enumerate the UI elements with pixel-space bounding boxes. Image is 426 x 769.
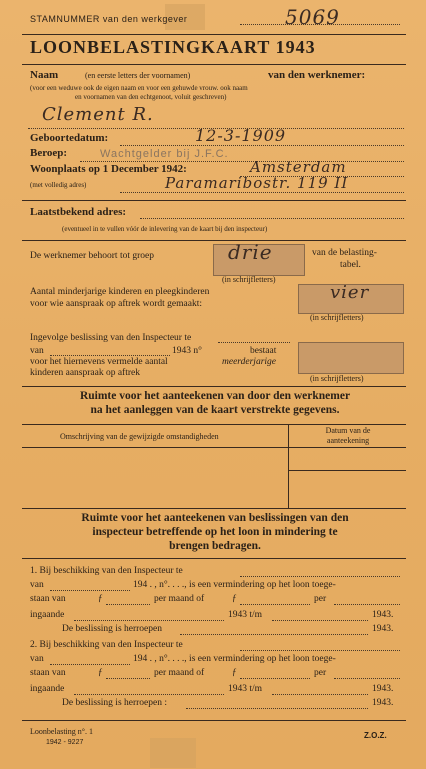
kinderen-line2: voor wie aanspraak op aftrek wordt gemaakt:: [30, 299, 202, 309]
inspecteur-line3a: voor het hiernevens vermelde aantal: [30, 357, 168, 367]
inspecteur-line3b: meerderjarige: [222, 357, 276, 367]
table-divider: [288, 424, 289, 508]
besch2-a-dots: [240, 650, 400, 651]
inspecteur-line2a: van: [30, 346, 44, 356]
besch1-b-dots: [50, 590, 130, 591]
besch1-e-dots: [180, 634, 368, 635]
rule-ruimte2: [22, 508, 406, 509]
besch2-d-dots: [74, 694, 224, 695]
groep-right1: van de belasting-: [312, 248, 377, 258]
besch2-c2: ƒ: [98, 668, 103, 678]
besch2-c1: staan van: [30, 668, 66, 678]
laatstbekend-label: Laatstbekend adres:: [30, 206, 127, 218]
besch1-a: 1. Bij beschikking van den Inspecteur te: [30, 566, 183, 576]
footer-left2: 1942 - 9227: [46, 739, 84, 746]
inspecteur-dots2: [50, 355, 170, 356]
ruimte1-line2: na het aanleggen van de kaart verstrekte gegevens.: [90, 404, 340, 416]
besch1-b1: van: [30, 580, 44, 590]
besch2-b2: 194 . , n°. . . ., is een vermindering op het loon toege-: [133, 654, 336, 664]
besch1-c5: per: [314, 594, 327, 604]
geboortedatum-line: [120, 145, 404, 146]
rule-footer: [22, 720, 406, 721]
stamnummer-value: 5069: [285, 5, 340, 29]
beroep-value: Wachtgelder bij J.F.C.: [100, 148, 229, 160]
kinderen-value: vier: [330, 282, 370, 303]
besch2-d2: 1943 t/m: [228, 684, 263, 694]
geboortedatum-value: 12-3-1909: [195, 126, 287, 145]
rule-top: [22, 34, 406, 35]
besch1-d-dots2: [272, 620, 368, 621]
besch2-d-dots2: [272, 694, 368, 695]
table-col1: Omschrijving van de gewijzigde omstandigheden: [60, 432, 219, 441]
tape-bottom: [150, 738, 196, 768]
table-row-line: [288, 470, 406, 471]
inspecteur-line2b: 1943 n°: [172, 346, 202, 356]
table-col2b: aanteekening: [326, 436, 370, 445]
besch1-c-dots2: [240, 604, 310, 605]
besch2-c4: ƒ: [232, 668, 237, 678]
besch1-c3: per maand of: [154, 594, 205, 604]
rule-besch: [22, 558, 406, 559]
besch2-b1: van: [30, 654, 44, 664]
naam-right: van den werknemer:: [268, 69, 366, 81]
besch2-a: 2. Bij beschikking van den Inspecteur te: [30, 640, 183, 650]
beroep-label: Beroep:: [30, 147, 68, 159]
rule-table-head: [22, 447, 406, 448]
woonplaats-label: Woonplaats op 1 December 1942:: [30, 163, 187, 175]
besch1-c4: ƒ: [232, 594, 237, 604]
besch1-d-dots: [74, 620, 224, 621]
ruimte2-line3: brengen bedragen.: [169, 540, 261, 552]
page-title: LOONBELASTINGKAART 1943: [30, 37, 316, 57]
besch2-c-dots3: [334, 678, 400, 679]
naam-sub1: (voor een weduwe ook de eigen naam en voor een gehuwde vrouw. ook naam: [30, 84, 248, 92]
inspecteur-hint: (in schrijfletters): [310, 374, 364, 383]
besch1-d2: 1943 t/m: [228, 610, 263, 620]
footer-right: Z.O.Z.: [364, 731, 387, 740]
rule-ruimte1: [22, 386, 406, 387]
besch1-c-dots1: [106, 604, 150, 605]
inspecteur-dots1: [218, 342, 290, 343]
footer-left1: Loonbelasting n°. 1: [30, 727, 93, 736]
groep-right2: tabel.: [340, 260, 361, 270]
kinderen-hint: (in schrijfletters): [310, 313, 364, 322]
besch2-e2: 1943.: [372, 698, 394, 708]
woonplaats-sub: (met volledig adres): [30, 181, 87, 189]
laatstbekend-line: [140, 218, 404, 219]
besch1-b2: 194 . , n°. . . ., is een vermindering op het loon toege-: [133, 580, 336, 590]
besch2-c-dots2: [240, 678, 310, 679]
besch2-c5: per: [314, 668, 327, 678]
besch1-c-dots3: [334, 604, 400, 605]
rule-groep: [22, 240, 406, 241]
rule-table-top: [22, 424, 406, 425]
ruimte2-line2: inspecteur betreffende op het loon in mindering te: [92, 526, 338, 538]
naam-label: Naam: [30, 69, 59, 81]
naam-value: Clement R.: [42, 104, 154, 125]
rule-title: [22, 64, 406, 65]
besch1-c2: ƒ: [98, 594, 103, 604]
woonplaats-value2: Paramaribostr. 119 II: [165, 174, 349, 192]
kinderen-line1: Aantal minderjarige kinderen en pleegkinderen: [30, 287, 210, 297]
besch1-d1: ingaande: [30, 610, 65, 620]
besch2-e-dots: [186, 708, 368, 709]
besch1-e2: 1943.: [372, 624, 394, 634]
ruimte1-line1: Ruimte voor het aanteekenen van door den werknemer: [79, 390, 351, 402]
beroep-line: [80, 161, 404, 162]
besch1-a-dots: [240, 576, 400, 577]
besch2-c-dots1: [106, 678, 150, 679]
inspecteur-line1: Ingevolge beslissing van den Inspecteur te: [30, 333, 192, 343]
besch2-b-dots: [50, 664, 130, 665]
groep-label: De werknemer behoort tot groep: [30, 251, 154, 261]
geboortedatum-label: Geboortedatum:: [30, 132, 109, 144]
besch1-c1: staan van: [30, 594, 66, 604]
groep-value: drie: [228, 240, 273, 264]
besch2-e1: De beslissing is herroepen :: [62, 698, 168, 708]
inspecteur-line4: kinderen aanspraak op aftrek: [30, 368, 140, 378]
naam-sub2: en voornamen van den echtgenoot, voluit geschreven): [75, 93, 227, 101]
rule-laatst: [22, 200, 406, 201]
inspecteur-box: [298, 342, 404, 374]
naam-note: (en eerste letters der voornamen): [85, 71, 191, 80]
besch1-e1: De beslissing is herroepen: [62, 624, 162, 634]
besch1-d3: 1943.: [372, 610, 394, 620]
laatstbekend-sub: (eventueel in te vullen vóór de inlevering van de kaart bij den inspecteur): [62, 225, 268, 233]
besch2-d3: 1943.: [372, 684, 394, 694]
stamnummer-label: STAMNUMMER van den werkgever: [30, 14, 188, 24]
woonplaats-value1: Amsterdam: [250, 158, 347, 176]
table-col2a: Datum van de: [325, 426, 371, 435]
woonplaats-line: [240, 176, 404, 177]
inspecteur-line2c: bestaat: [250, 346, 277, 356]
besch2-c3: per maand of: [154, 668, 205, 678]
besch2-d1: ingaande: [30, 684, 65, 694]
ruimte2-line1: Ruimte voor het aanteekenen van beslissingen van den: [81, 512, 349, 524]
groep-hint: (in schrijfletters): [222, 275, 276, 284]
woonplaats-line2: [120, 192, 404, 193]
